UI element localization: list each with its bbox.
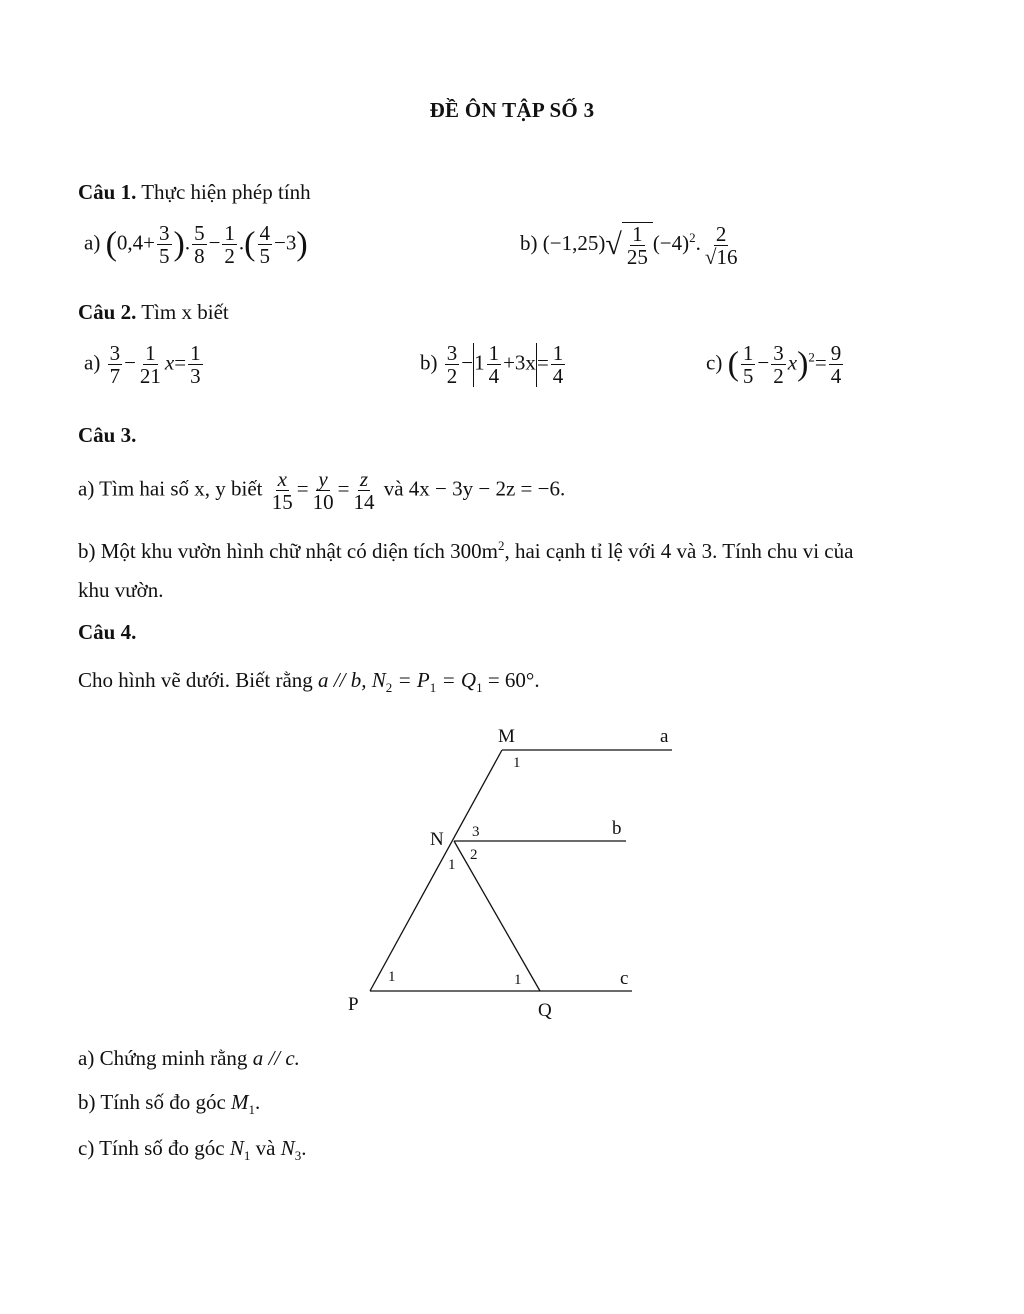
- frac-den: 5: [742, 364, 754, 389]
- frac-num: 9: [830, 341, 842, 365]
- cau1-b-mid: (−4): [652, 230, 690, 255]
- cau3-b-text: b) Một khu vườn hình chữ nhật có diện tích 300m: [78, 539, 498, 563]
- cau4-b-text: b) Tính số đo góc: [78, 1090, 226, 1114]
- frac-den: 4: [552, 364, 564, 389]
- frac-num: x: [277, 467, 287, 491]
- cau2-c-label: c): [706, 350, 723, 375]
- cau2-b: b) $\frac{3}{2}$ −1 $\frac{1}{4}$ +3x= $\frac{1}{4}$: [420, 341, 564, 389]
- label-Q: Q: [538, 1000, 552, 1021]
- cau1-b-p1: (−1,25): [542, 230, 606, 255]
- cau4-cond-mid: = Q: [436, 668, 477, 692]
- cau4-a: [78, 1046, 300, 1071]
- frac-den: 5: [259, 244, 270, 269]
- cau3-heading: Câu 3.: [78, 423, 137, 447]
- frac-num: 3: [159, 221, 170, 245]
- label-p1: 1: [388, 969, 396, 985]
- label-n1: 1: [448, 857, 456, 873]
- frac-den: 14: [353, 490, 375, 515]
- label-q1: 1: [514, 972, 522, 988]
- cau4-intro-text: Cho hình vẽ dưới. Biết rằng: [78, 668, 313, 692]
- label-b: b: [612, 818, 622, 839]
- cau2-b-whole: 1: [474, 350, 485, 375]
- cau3-a-text: a) Tìm hai số x, y biết: [78, 476, 263, 501]
- cau2-c-exp: 2: [808, 349, 815, 365]
- frac-den: 10: [312, 490, 334, 515]
- cau4-c-text: c) Tính số đo góc: [78, 1136, 225, 1160]
- frac-den: 3: [190, 364, 201, 389]
- frac-den: 2: [446, 364, 458, 389]
- frac-den: 25: [626, 245, 648, 270]
- cau4-c-math2: N: [280, 1136, 295, 1160]
- cau4-cond-end: = 60°.: [482, 668, 540, 692]
- frac-den: 2: [773, 364, 784, 389]
- cau1-b: b) (−1,25) √ $\frac{1}{25}$ $(-4)^2$. $\frac{2}{√16}$: [520, 221, 738, 270]
- cau4-cond: a // b, N: [318, 668, 386, 692]
- frac-den: 2: [224, 244, 235, 269]
- frac-den: 4: [488, 364, 500, 389]
- cau4-c-and: và: [255, 1136, 276, 1160]
- cau2-a-label: a): [84, 350, 101, 375]
- page-title: ĐỀ ÔN TẬP SỐ 3: [429, 98, 595, 122]
- frac-num: 3: [109, 341, 121, 365]
- cau3-a: a) Tìm hai số x, y biết $\frac{x}{15}$ = $\frac{y}{10}$ = $\frac{z}{14}$ và 4x − 3y − 2z = −6.: [78, 467, 566, 515]
- frac-den: 5: [159, 244, 170, 269]
- sub: 2: [385, 680, 393, 696]
- frac-num: 3: [773, 341, 784, 365]
- label-N: N: [430, 829, 444, 850]
- line-m-p: [370, 750, 502, 991]
- cau2-text: Tìm x biết: [141, 300, 229, 324]
- label-P: P: [348, 994, 359, 1015]
- cau4-a-text: a) Chứng minh rằng: [78, 1046, 248, 1070]
- cau4-cond-mid: = P: [392, 668, 430, 692]
- label-a: a: [660, 726, 669, 747]
- cau2-heading-line: [78, 300, 229, 325]
- cau3-b-line2: khu vườn.: [78, 578, 164, 602]
- cau1-heading-line: [78, 180, 311, 205]
- cau2-a: a) $\frac{3}{7}$ − $\frac{1}{21}$ x= $\frac{1}{3}$: [84, 341, 201, 389]
- cau3-b-line1: [78, 538, 853, 564]
- cau2-b-term: +3x: [503, 350, 536, 375]
- frac-num: 5: [194, 221, 205, 245]
- cau4-c: c) Tính số đo góc $N_1$ và $N_3$.: [78, 1136, 307, 1164]
- frac-num: 1: [190, 341, 201, 365]
- label-c: c: [620, 968, 629, 989]
- frac-den: 7: [109, 364, 121, 389]
- cau3-a-equation: 4x − 3y − 2z = −6.: [408, 476, 566, 501]
- cau1-a-label: a): [84, 230, 101, 255]
- cau2-heading: Câu 2.: [78, 300, 137, 324]
- var-x: x: [787, 350, 798, 375]
- cau1-heading: Câu 1.: [78, 180, 137, 204]
- cau1-a-p1: 0,4: [116, 230, 144, 255]
- cau1-b-label: b): [520, 230, 538, 255]
- var-x: x: [164, 350, 175, 375]
- cau1-a-const: 3: [285, 230, 297, 255]
- cau3-b-text-end: , hai cạnh tỉ lệ với 4 và 3. Tính chu vi của: [504, 539, 854, 563]
- cau2-b-label: b): [420, 350, 438, 375]
- frac-den: 15: [271, 490, 293, 515]
- cau4-b: b) Tính số đo góc $M_1$.: [78, 1090, 261, 1118]
- geometry-figure: [330, 720, 690, 1030]
- label-n2: 2: [470, 847, 478, 863]
- cau4-heading: Câu 4.: [78, 620, 137, 644]
- frac-den: 16: [716, 244, 738, 269]
- cau4-a-math: a // c.: [252, 1046, 300, 1070]
- frac-num: z: [359, 467, 369, 491]
- sub: 1: [429, 680, 437, 696]
- cau1-a: a) (0,4+ $\frac{3}{5}$ ). $\frac{5}{8}$ − $\frac{1}{2}$ .( $\frac{4}{5}$ −3): [84, 221, 308, 269]
- sub: 1: [243, 1148, 251, 1164]
- frac-num: 1: [145, 341, 156, 365]
- sub: 1: [248, 1102, 256, 1118]
- cau4-b-math: M: [231, 1090, 249, 1114]
- cau3-a-and: và: [383, 476, 404, 501]
- frac-num: 4: [259, 221, 270, 245]
- frac-den: 21: [139, 364, 161, 389]
- cau4-intro: [78, 668, 540, 696]
- cau1-text: Thực hiện phép tính: [141, 180, 311, 204]
- frac-num: 1: [552, 341, 564, 365]
- frac-num: 2: [715, 221, 727, 246]
- label-n3: 3: [472, 824, 480, 840]
- frac-num: 1: [742, 341, 754, 365]
- frac-num: 1: [632, 222, 643, 246]
- cau3-b-exp: 2: [497, 538, 505, 553]
- frac-num: y: [318, 467, 328, 491]
- frac-num: 1: [488, 341, 500, 365]
- sub: 1: [476, 680, 483, 696]
- label-M: M: [498, 726, 515, 747]
- cau1-b-exp: 2: [689, 229, 696, 245]
- cau2-c: c) ( $\frac{1}{5}$ − $\frac{3}{2}$ x)$^2$= $\frac{9}{4}$: [706, 341, 842, 389]
- frac-den: 4: [830, 364, 842, 389]
- line-n-q: [454, 841, 540, 991]
- frac-den: 8: [194, 244, 205, 269]
- frac-num: 3: [446, 341, 458, 365]
- label-m1: 1: [513, 755, 521, 771]
- sub: 3: [294, 1148, 302, 1164]
- cau4-c-math1: N: [229, 1136, 244, 1160]
- frac-num: 1: [224, 221, 235, 245]
